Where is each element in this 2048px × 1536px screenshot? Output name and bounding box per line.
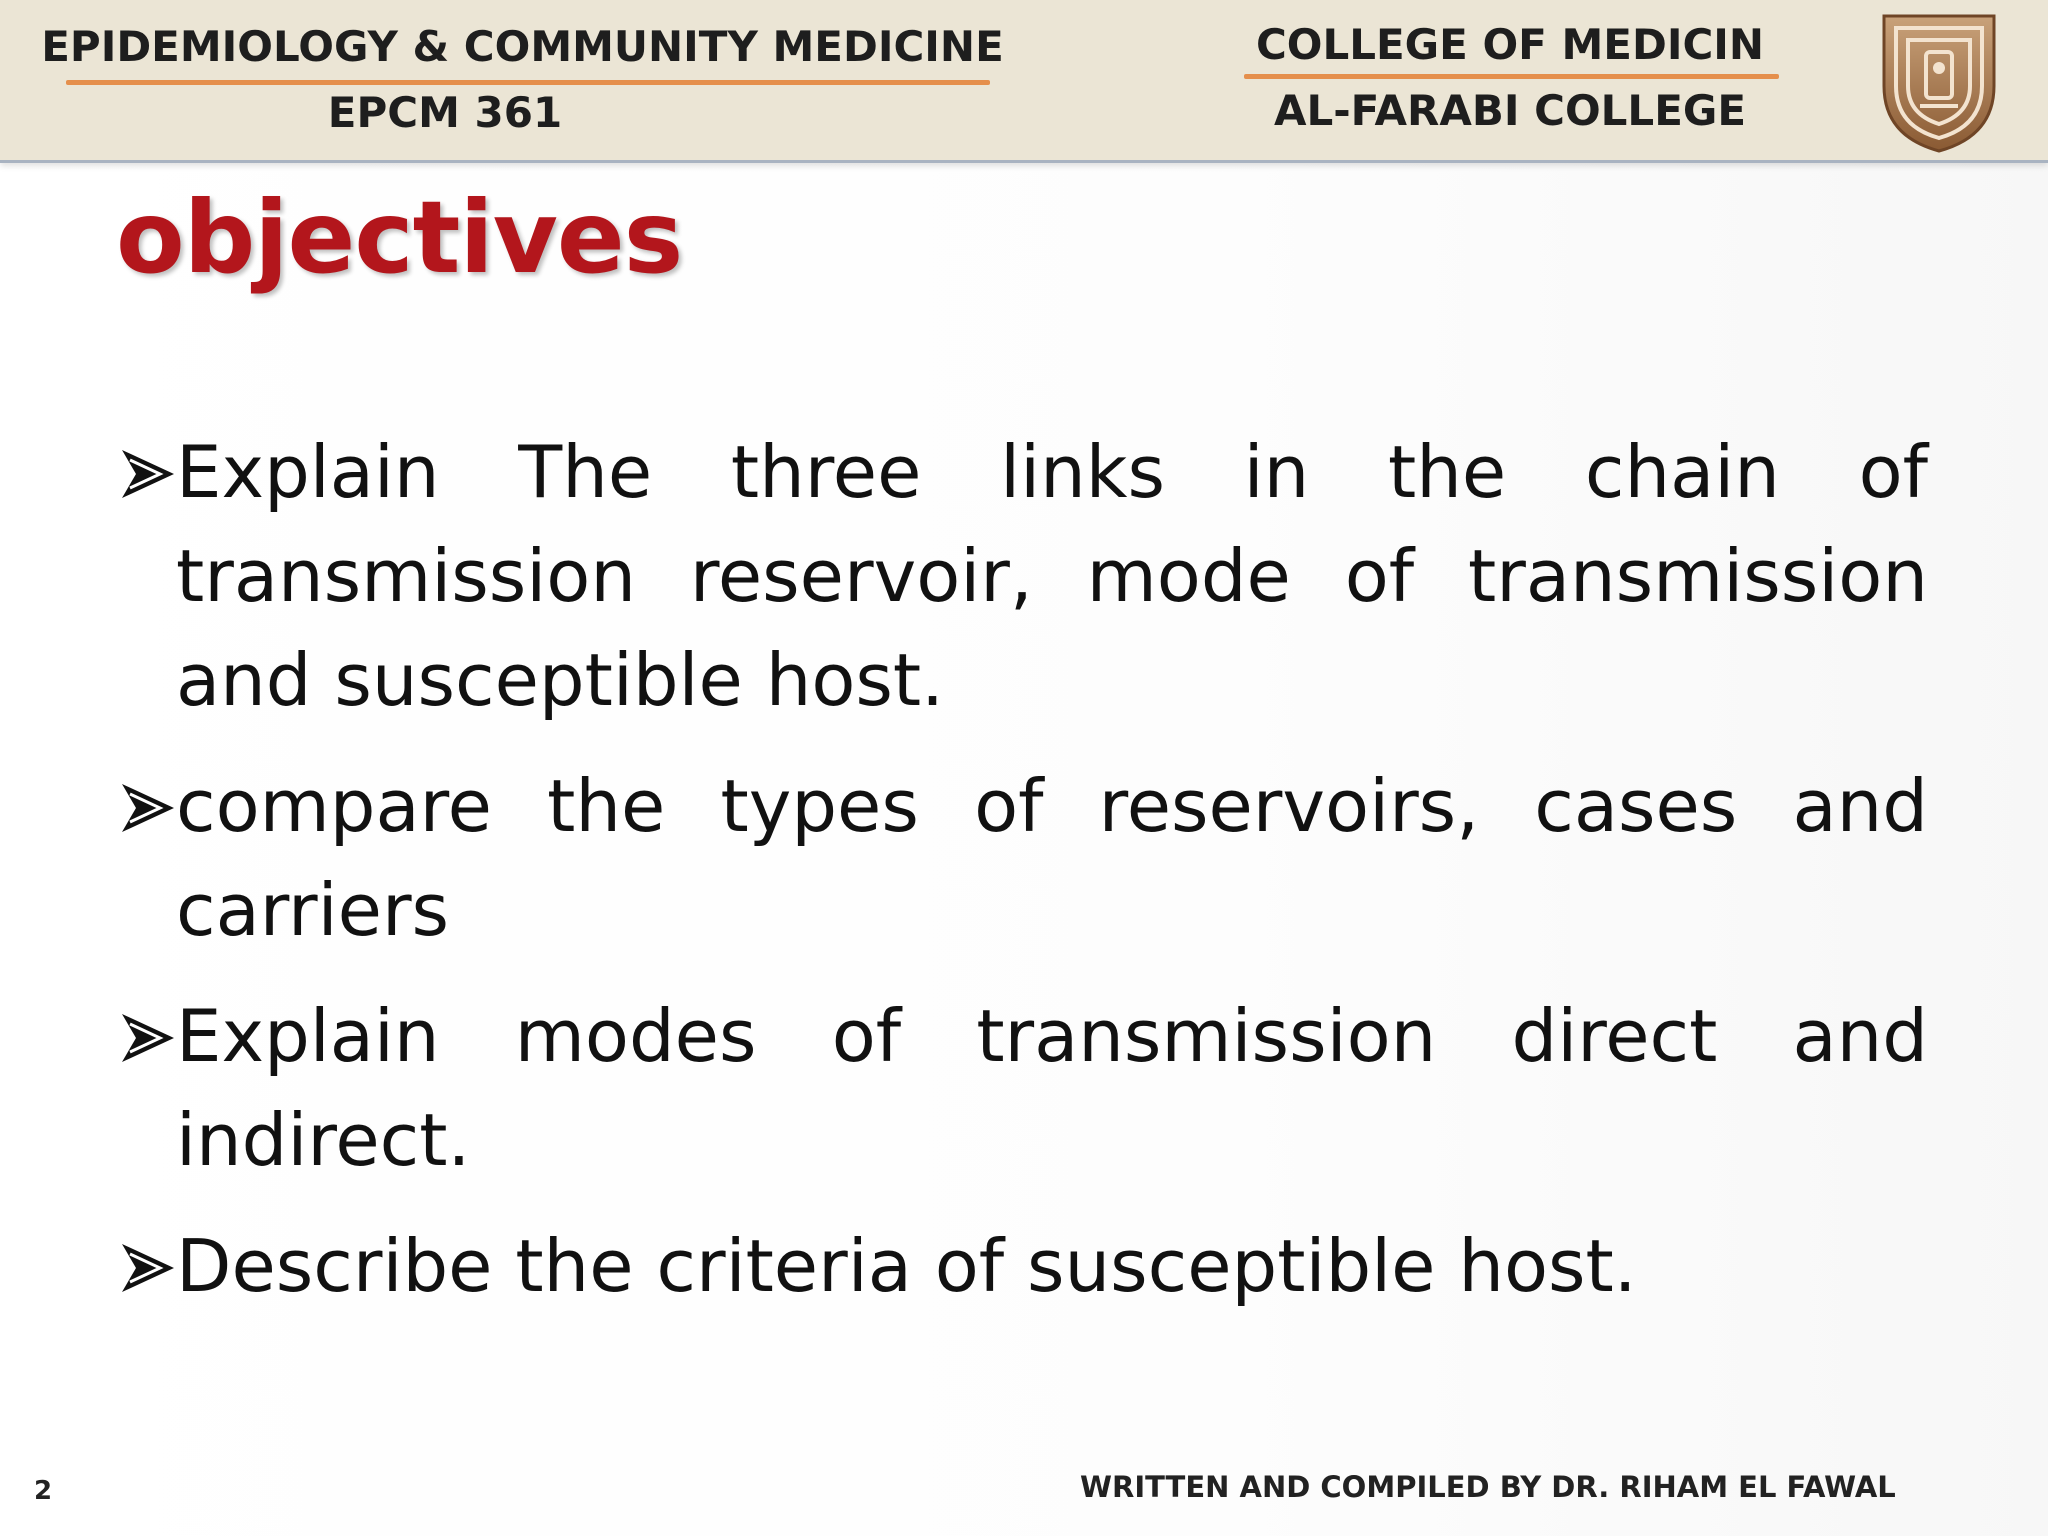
college-underline (1244, 74, 1779, 79)
objective-item (120, 984, 1928, 1192)
arrowhead-bullet-icon (120, 446, 176, 502)
objective-text: compare the types of reservoirs, cases and carriers (176, 764, 1928, 952)
arrowhead-bullet-icon (120, 1240, 176, 1296)
header-banner (0, 0, 2048, 163)
objective-text: Explain modes of transmission direct and indirect. (176, 994, 1928, 1182)
objective-item (120, 1214, 1928, 1318)
objective-item (120, 420, 1928, 732)
author-credit: WRITTEN AND COMPILED BY DR. RIHAM EL FAWAL (1080, 1470, 1896, 1504)
arrowhead-bullet-icon (120, 780, 176, 836)
affiliation-name: AL-FARABI COLLEGE (1273, 86, 1747, 135)
college-name: COLLEGE OF MEDICIN (1255, 20, 1765, 69)
objectives-list (120, 420, 1928, 1340)
slide-title: objectives (116, 179, 683, 296)
course-code: EPCM 361 (327, 88, 563, 137)
arrowhead-bullet-icon (120, 1010, 176, 1066)
objective-text: Explain The three links in the chain of transmission reservoir, mode of transmission and susceptible host. (176, 430, 1928, 722)
page-number: 2 (34, 1476, 53, 1506)
objective-item (120, 754, 1928, 962)
objective-text: Describe the criteria of susceptible host. (176, 1224, 1637, 1308)
department-underline (66, 80, 990, 85)
department-title: EPIDEMIOLOGY & COMMUNITY MEDICINE (41, 22, 1004, 71)
college-crest-icon (1874, 6, 2004, 154)
